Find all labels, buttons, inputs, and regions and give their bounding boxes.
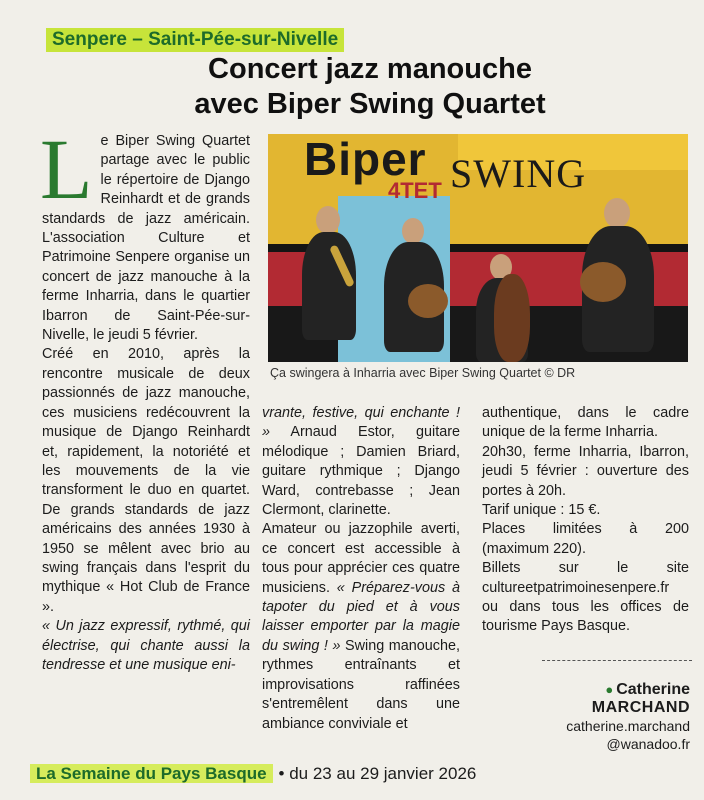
publication-name: La Semaine du Pays Basque [30, 764, 273, 783]
article-column-1 [40, 121, 250, 675]
paragraph-history: Créé en 2010, après la rencontre musicale de deux passionnés de jazz manouche, ces musiciens redécouvrent la musique de Django Reinhardt et, rapidement, la notoriété et les mouvements de la vie transforment le duo en quartet. De grands standards de jazz américains des années 1930 à 1950 se mêlent avec brio au swing français dans l'esprit du mythique « Hot Club de France ». [42, 346, 250, 615]
author-byline [560, 680, 690, 753]
paragraph-price: Tarif unique : 15 €. [482, 502, 601, 519]
paragraph-quote-end [262, 404, 460, 520]
paragraph-venue: authentique, dans le cadre unique de la ferme Inharria. [482, 405, 689, 441]
article-column-2 [262, 404, 460, 734]
logo-biper: Biper [304, 134, 427, 185]
paragraph-quote-start: « Un jazz expressif, rythmé, qui électrise, qui chante aussi la tendresse et une musique eni- [42, 618, 250, 673]
person-icon: ● [605, 682, 614, 697]
audience-text-end: Swing manouche, rythmes entraînants et improvisations raffinées s'entremêlent dans une ambiance conviviale et [262, 637, 460, 732]
paragraph-capacity: Places limitées à 200 (maximum 220). [482, 521, 689, 557]
audience-text: Amateur ou jazzophile averti, ce concert est accessible à tous pour apprécier ces quatre musiciens. [262, 521, 460, 596]
audience-quote: « Préparez-vous à tapoter du pied et à vous laisser emporter par la magie du swing ! » [262, 579, 460, 654]
headline-line-2: avec Biper Swing Quartet [194, 88, 546, 120]
quote-end: vrante, festive, qui enchante ! » [262, 405, 460, 441]
page-footer [30, 762, 476, 786]
author-email-line-2: @wanadoo.fr [606, 736, 690, 752]
band-photo [268, 134, 688, 362]
drop-cap: L [40, 121, 93, 217]
logo-swing: SWING [450, 151, 587, 196]
section-kicker: Senpere – Saint-Pée-sur-Nivelle [46, 28, 344, 52]
author-divider [542, 660, 692, 661]
paragraph-audience [262, 520, 460, 733]
paragraph-intro [40, 121, 250, 345]
author-firstname: Catherine [616, 681, 690, 698]
article-column-3 [482, 404, 689, 637]
issue-date: • du 23 au 29 janvier 2026 [278, 764, 477, 783]
headline-line-1: Concert jazz manouche [208, 53, 532, 85]
intro-text: e Biper Swing Quartet partage avec le public le répertoire de Django Reinhardt et de grands standards de jazz américain. L'association Culture et Patrimoine Senpere organise un concert de jazz manouche à la ferme Inharria, dans le quartier Ibarron de Saint-Pée-sur-Nivelle, le jeudi 5 février. [42, 133, 250, 344]
musicians-list: Arnaud Estor, guitare mélodique ; Damien Briard, guitare rythmique ; Django Ward, contrebasse ; Jean Clermont, clarinette. [262, 424, 460, 519]
headline [120, 52, 620, 122]
paragraph-schedule: 20h30, ferme Inharria, Ibarron, jeudi 5 février : ouverture des portes à 20h. [482, 443, 689, 499]
author-lastname: MARCHAND [591, 699, 690, 716]
paragraph-tickets: Billets sur le site cultureetpatrimoinesenpere.fr ou dans tous les offices de tourisme Pays Basque. [482, 560, 689, 635]
photo-caption: Ça swingera à Inharria avec Biper Swing Quartet © DR [270, 366, 576, 380]
logo-4tet: 4TET [388, 178, 442, 203]
author-email-line-1: catherine.marchand [566, 718, 690, 734]
